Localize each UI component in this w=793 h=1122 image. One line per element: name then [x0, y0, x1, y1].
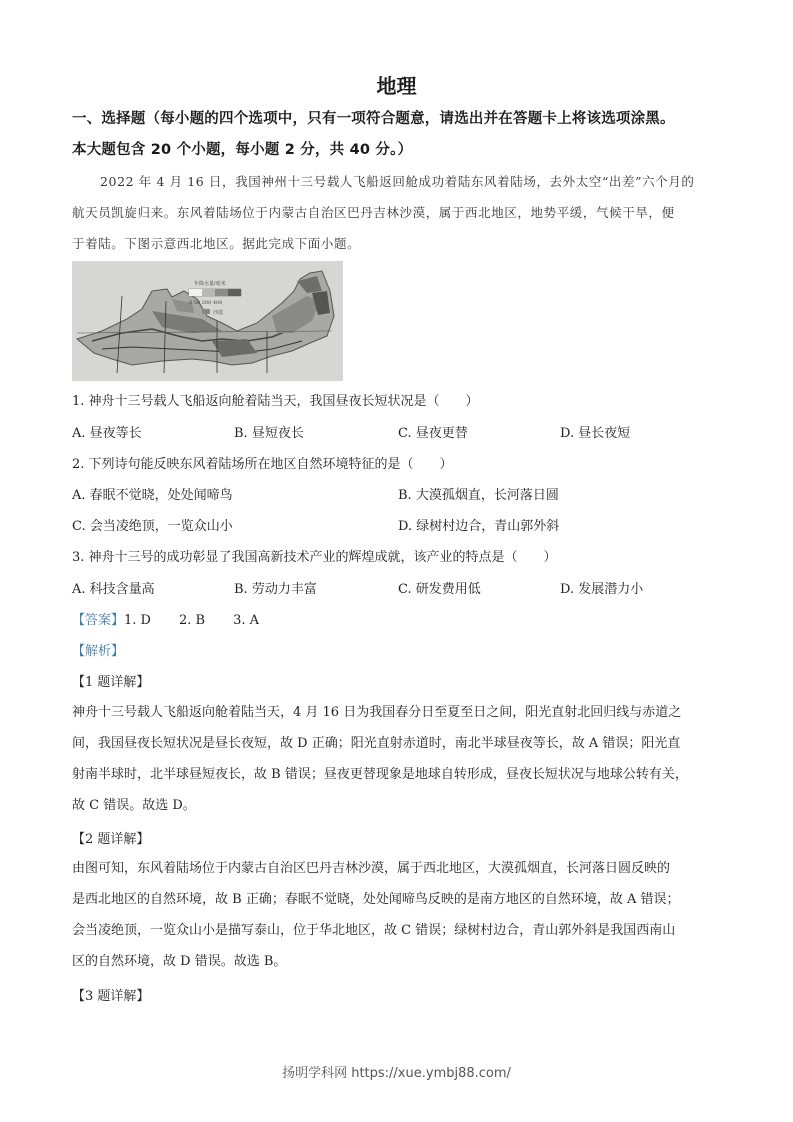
answer-line — [72, 609, 259, 628]
northwest-region-map — [72, 261, 343, 381]
answer-2: 2. B — [178, 613, 206, 628]
page-title: 地理 — [376, 74, 417, 98]
map-legend-title: 年降水量/毫米 — [194, 281, 226, 287]
footer-watermark: 扬明学科网 https://xue.ymbj88.com/ — [282, 1066, 511, 1081]
detail-2-line-2: 是西北地区的自然环境，故 B 正确；春眠不觉晓，处处闻啼鸟反映的是南方地区的自然环境，故 A 错误； — [72, 892, 680, 907]
analysis-label: 【解析】 — [72, 644, 125, 659]
detail-1-line-4: 故 C 错误。故选 D。 — [72, 798, 196, 813]
question-3-option-c: C. 研发费用低 — [398, 582, 481, 597]
question-1-option-b: B. 昼短夜长 — [234, 426, 304, 441]
question-2-option-d: D. 绿树村边合，青山郭外斜 — [398, 519, 560, 534]
detail-1-line-1: 神舟十三号载人飞船返向舱着陆当天，4 月 16 日为我国春分日至夏至日之间，阳光直射北回归线与赤道之 — [72, 705, 682, 720]
question-1-stem: 1. 神舟十三号载人飞船返向舱着陆当天，我国昼夜长短状况是（ ） — [72, 394, 479, 409]
detail-3-heading: 【3 题详解】 — [72, 989, 150, 1004]
detail-2-line-4: 区的自然环境，故 D 错误。故选 B。 — [72, 954, 287, 969]
question-2-option-c: C. 会当凌绝顶，一览众山小 — [72, 519, 233, 534]
map-figure — [72, 261, 343, 381]
question-2-stem: 2. 下列诗句能反映东风着陆场所在地区自然环境特征的是（ ） — [72, 457, 453, 472]
detail-1-body — [72, 697, 727, 821]
detail-2-heading: 【2 题详解】 — [72, 832, 150, 847]
question-1-option-c: C. 昼夜更替 — [398, 426, 468, 441]
question-1-option-d: D. 昼长夜短 — [560, 426, 631, 441]
section-heading-line1: 一、选择题（每小题的四个选项中，只有一项符合题意，请选出并在答题卡上将该选项涂黑。 — [72, 111, 675, 127]
question-2-option-b: B. 大漠孤烟直，长河落日圆 — [398, 488, 559, 503]
question-3-option-d: D. 发展潜力小 — [560, 582, 644, 597]
intro-paragraph — [72, 166, 727, 259]
question-2-option-a: A. 春眠不觉晓，处处闻啼鸟 — [72, 488, 233, 503]
answer-3: 3. A — [233, 613, 260, 628]
section-heading-line2: 本大题包含 20 个小题，每小题 2 分，共 40 分。） — [72, 142, 413, 158]
intro-line-2: 航天员凯旋归来。东风着陆场位于内蒙古自治区巴丹吉林沙漠，属于西北地区，地势平缓，气候干旱，便 — [72, 205, 675, 220]
question-3-stem: 3. 神舟十三号的成功彰显了我国高新技术产业的辉煌成就，该产业的特点是（ ） — [72, 550, 557, 565]
map-legend-desert: 沙漠 — [213, 310, 224, 316]
intro-line-1: 2022 年 4 月 16 日，我国神州十三号载人飞船返回舱成功着陆东风着陆场，去外太空“出差”六个月的 — [100, 174, 695, 189]
question-1-option-a: A. 昼夜等长 — [72, 426, 142, 441]
question-3-option-a: A. 科技含量高 — [72, 582, 155, 597]
detail-1-line-2: 间，我国昼夜长短状况是昼长夜短，故 D 正确；阳光直射赤道时，南北半球昼夜等长，故 A 错误；阳光直 — [72, 736, 681, 751]
detail-1-heading: 【1 题详解】 — [72, 675, 150, 690]
detail-2-line-1: 由图可知，东风着陆场位于内蒙古自治区巴丹吉林沙漠，属于西北地区，大漠孤烟直，长河落日圆反映的 — [72, 861, 671, 876]
map-legend-ticks: 0 50 200 400 — [189, 300, 223, 306]
detail-2-line-3: 会当凌绝顶，一览众山小是描写泰山，位于华北地区，故 C 错误；绿树村边合，青山郭外斜是我国西南山 — [72, 923, 676, 938]
question-3-option-b: B. 劳动力丰富 — [234, 582, 317, 597]
answer-label: 【答案】 — [72, 613, 125, 628]
detail-1-line-3: 射南半球时，北半球昼短夜长，故 B 错误；昼夜更替现象是地球自转形成，昼夜长短状况与地球公转有关， — [72, 767, 688, 782]
intro-line-3: 于着陆。下图示意西北地区。据此完成下面小题。 — [72, 236, 361, 251]
detail-2-body — [72, 853, 727, 977]
answer-1: 1. D — [124, 613, 151, 628]
